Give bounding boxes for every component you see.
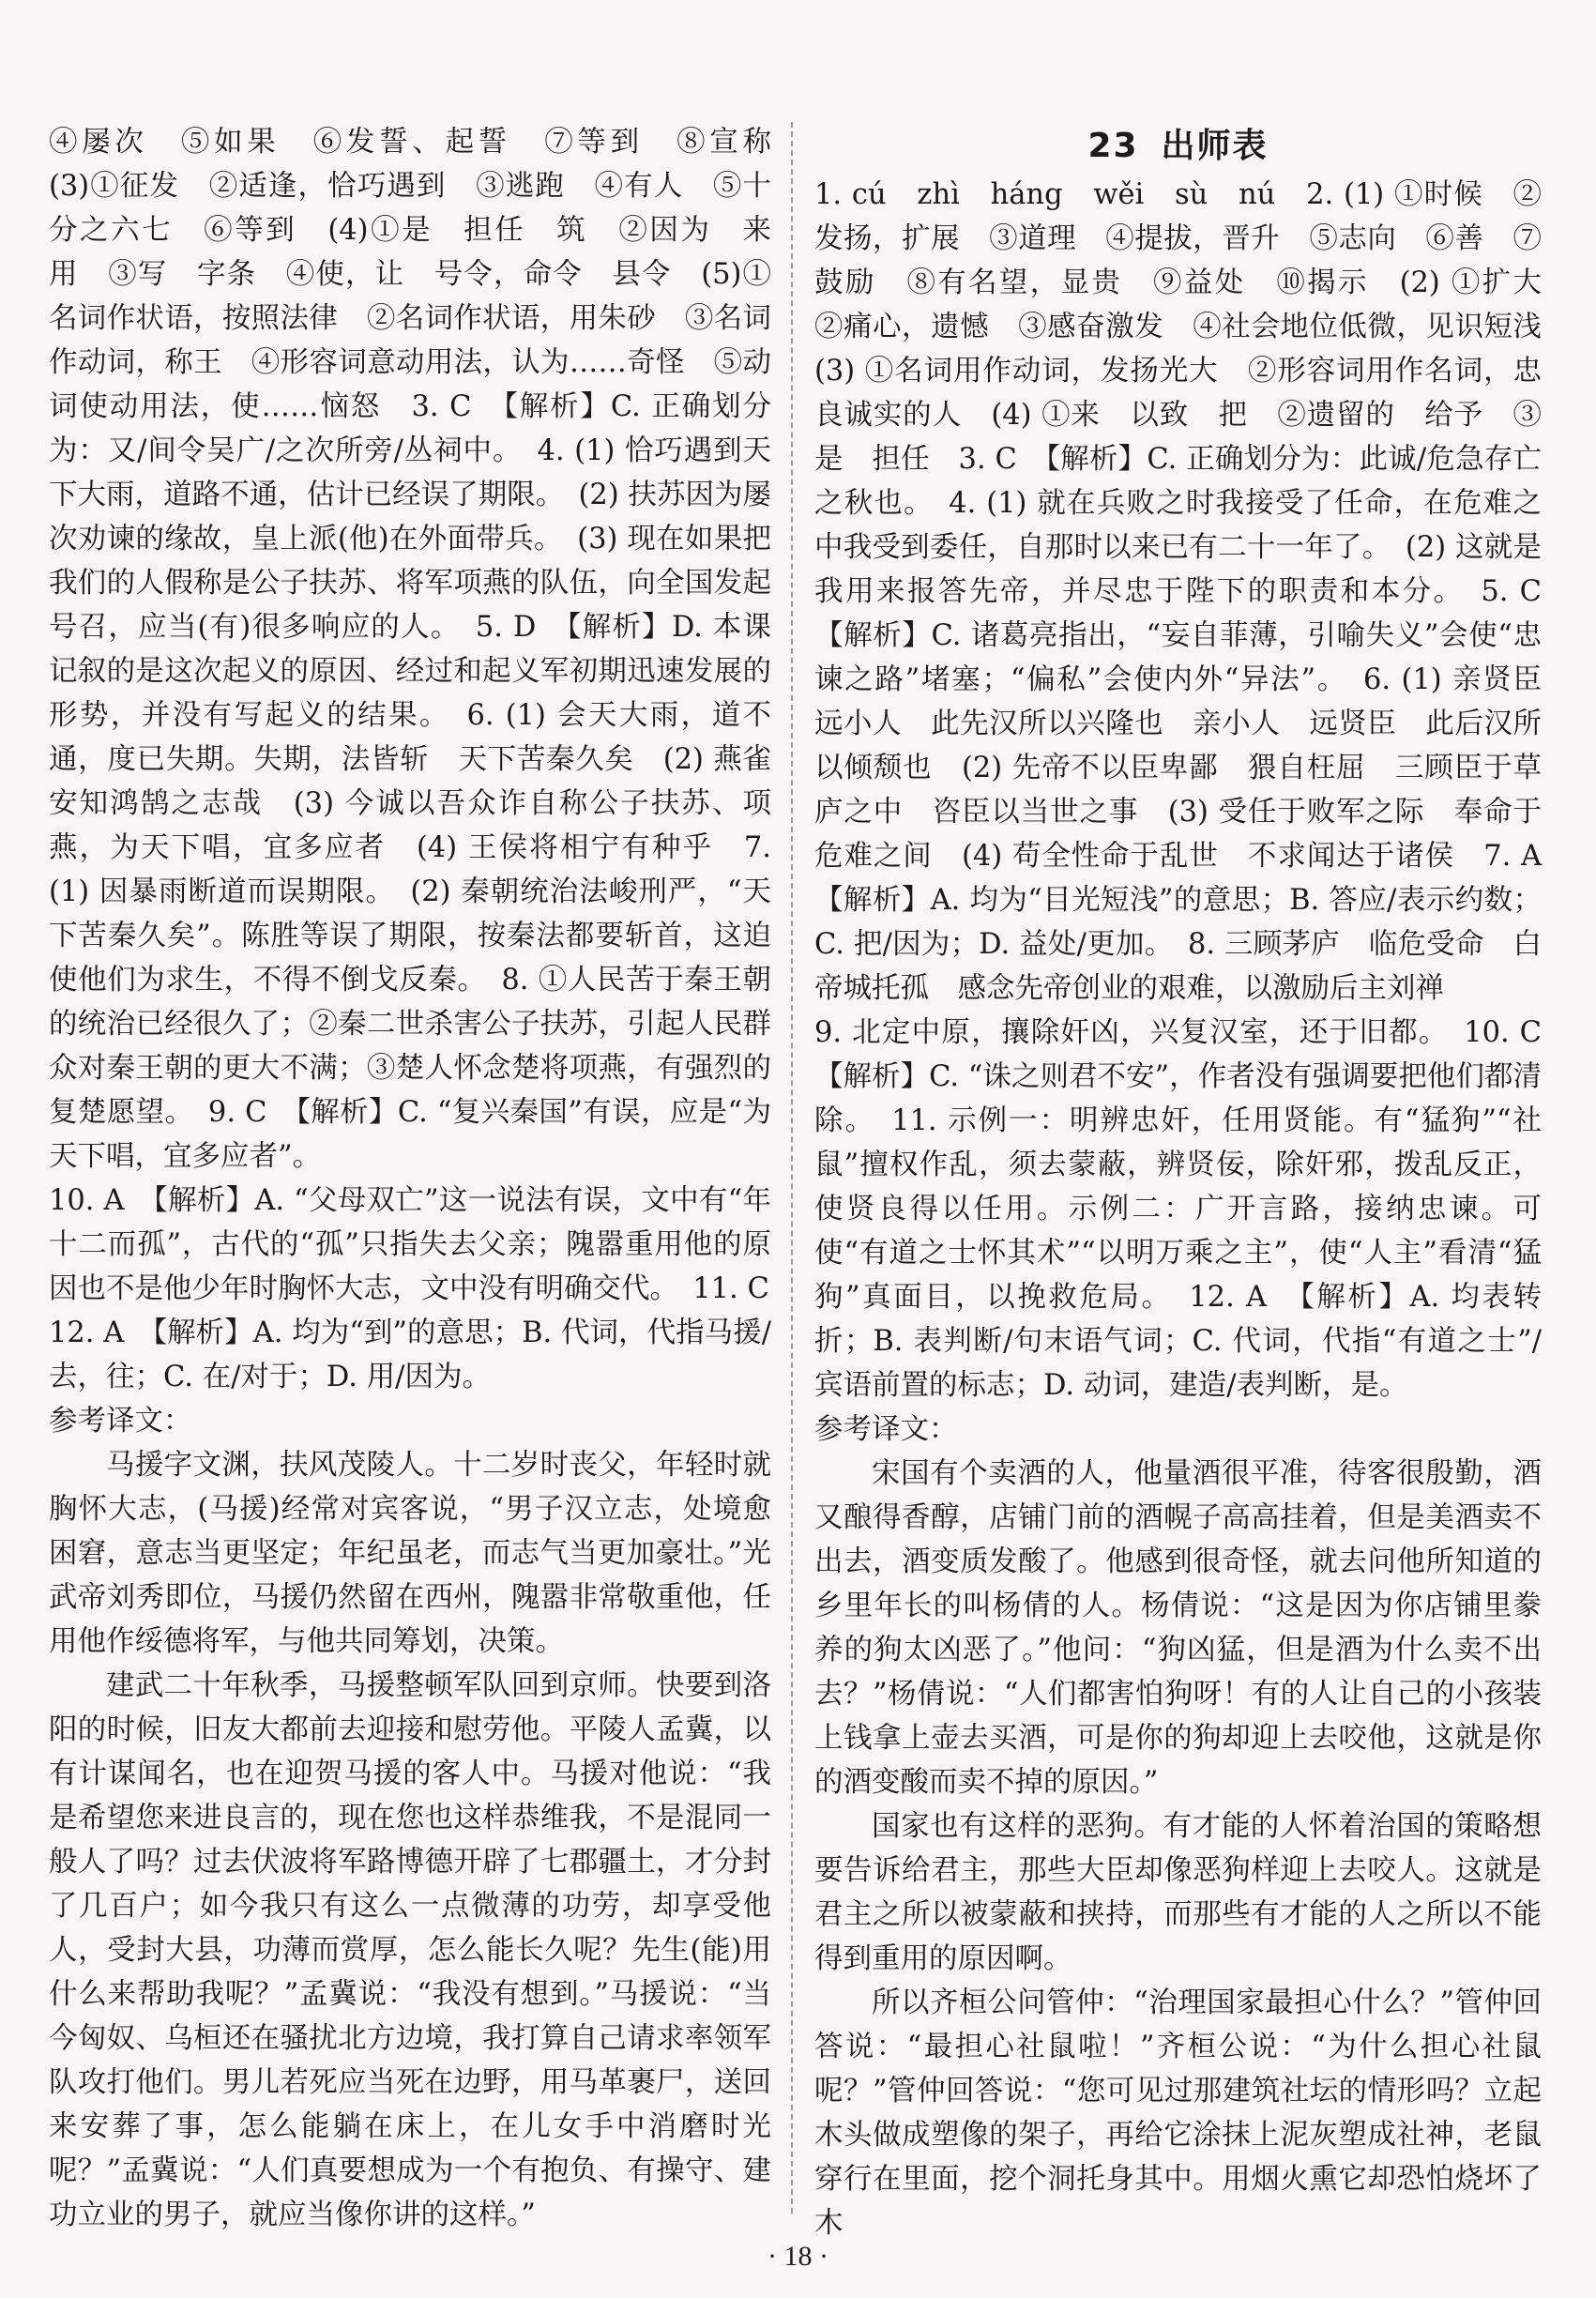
right-column <box>814 120 1571 2245</box>
column-divider <box>791 122 793 2214</box>
left-translation-paragraph-1: 马援字文渊，扶风茂陵人。十二岁时丧父，年轻时就胸怀大志，(马援)经常对宾客说，“男子汉立志，处境愈困窘，意志当更坚定；年纪虽老，而志气当更加豪壮。”光武帝刘秀即位，马援仍然留在西州，隗嚣非常敬重他，任用他作绥德将军，与他共同筹划，决策。 <box>49 1449 771 1658</box>
left-column <box>49 120 800 2237</box>
right-translation-paragraph-2: 国家也有这样的恶狗。有才能的人怀着治国的策略想要告诉给君主，那些大臣却像恶狗样迎上去咬人。这就是君主之所以被蒙蔽和挟持，而那些有才能的人之所以不能得到重用的原因啊。 <box>814 1810 1542 1975</box>
right-answers-block-2: 9. 北定中原，攘除奸凶，兴复汉室，还于旧都。 10. C 【解析】C. “诛之则君不安”，作者没有强调要把他们都清除。 11. 示例一：明辨忠奸，任用贤能。有“猛狗”“社鼠”擅权作乱，须去蒙蔽，辨贤佞，除奸邪，拨乱反正，使贤良得以任用。示例二：广开言路，接纳忠谏。可使“有道之士怀其术”“以明万乘之主”，使“人主”看清“猛狗”真面目，以挽救危局。 12. A 【解析】A. 均表转折；B. 表判断/句末语气词；C. 代词，代指“有道之士”/宾语前置的标志；D. 动词，建造/表判断，是。 <box>814 1016 1571 1402</box>
right-translation-paragraph-3: 所以齐桓公问管仲：“治理国家最担心什么？”管仲回答说：“最担心社鼠啦！”齐桓公说：“为什么担心社鼠呢？”管仲回答说：“您可见过那建筑社坛的情形吗？立起木头做成塑像的架子，再给它涂抹上泥灰塑成社神，老鼠穿行在里面，挖个洞托身其中。用烟火熏它却恐怕烧坏了木 <box>814 1986 1542 2240</box>
right-translation-heading: 参考译文： <box>814 1413 958 1446</box>
left-translation-heading: 参考译文： <box>49 1405 192 1438</box>
lesson-name: 出师表 <box>1161 127 1269 165</box>
left-translation-paragraph-2: 建武二十年秋季，马援整顿军队回到京师。快要到洛阳的时候，旧友大都前去迎接和慰劳他。平陵人孟冀，以有计谋闻名，也在迎贺马援的客人中。马援对他说：“我是希望您来进良言的，现在您也这样恭维我，不是混同一般人了吗？过去伏波将军路博德开辟了七郡疆土，才分封了几百户；如今我只有这么一点微薄的功劳，却享受他人，受封大县，功薄而赏厚，怎么能长久呢？先生(能)用什么来帮助我呢？”孟冀说：“我没有想到。”马援说：“当今匈奴、乌桓还在骚扰北方边境，我打算自己请求率领军队攻打他们。男儿若死应当死在边野，用马革裹尸，送回来安葬了事，怎么能躺在床上，在儿女手中消磨时光呢？”孟冀说：“人们真要想成为一个有抱负、有操守、建功立业的男子，就应当像你讲的这样。” <box>49 1669 771 2231</box>
right-answers-block: 1. cú zhì háng wěi sù nú 2. (1) ①时候 ②发扬，扩展 ③道理 ④提拔，晋升 ⑤志向 ⑥善 ⑦鼓励 ⑧有名望，显贵 ⑨益处 ⑩揭示 (2) ①扩大 ②痛心，遗憾 ③感奋激发 ④社会地位低微，见识短浅 (3) ①名词用作动词，发扬光大 ②形容词用作名词，忠良诚实的人 (4) ①来 以致 把 ②遗留的 给予 ③是 担任 3. C 【解析】C. 正确划分为：此诚/危急存亡之秋也。 4. (1) 就在兵败之时我接受了任命，在危难之中我受到委任，自那时以来已有二十一年了。 (2) 这就是我用来报答先帝，并尽忠于陛下的职责和本分。 5. C 【解析】C. 诸葛亮指出，“妄自菲薄，引喻失义”会使“忠谏之路”堵塞；“偏私”会使内外“异法”。 6. (1) 亲贤臣 远小人 此先汉所以兴隆也 亲小人 远贤臣 此后汉所以倾颓也 (2) 先帝不以臣卑鄙 猥自枉屈 三顾臣于草庐之中 咨臣以当世之事 (3) 受任于败军之际 奉命于危难之间 (4) 苟全性命于乱世 不求闻达于诸侯 7. A 【解析】A. 均为“目光短浅”的意思；B. 答应/表示约数；C. 把/因为；D. 益处/更加。 8. 三顾茅庐 临危受命 白帝城托孤 感念先帝创业的艰难，以激励后主刘禅 <box>814 178 1571 1005</box>
left-answer-12: 12. A 【解析】A. 均为“到”的意思；B. 代词，代指马援/去，往；C. 在/对于；D. 用/因为。 <box>49 1316 771 1393</box>
left-answers-block: ④屡次 ⑤如果 ⑥发誓、起誓 ⑦等到 ⑧宣称 (3)①征发 ②适逢，恰巧遇到 ③逃跑 ④有人 ⑤十分之六七 ⑥等到 (4)①是 担任 筑 ②因为 来 用 ③写 字条 ④使，让 号令，命令 县令 (5)①名词作状语，按照法律 ②名词作状语，用朱砂 ③名词作动词，称王 ④形容词意动用法，认为……奇怪 ⑤动词使动用法，使……恼怒 3. C 【解析】C. 正确划分为：又/间令吴广/之次所旁/丛祠中。 4. (1) 恰巧遇到天下大雨，道路不通，估计已经误了期限。 (2) 扶苏因为屡次劝谏的缘故，皇上派(他)在外面带兵。 (3) 现在如果把我们的人假称是公子扶苏、将军项燕的队伍，向全国发起号召，应当(有)很多响应的人。 5. D 【解析】D. 本课记叙的是这次起义的原因、经过和起义军初期迅速发展的形势，并没有写起义的结果。 6. (1) 会天大雨，道不通，度已失期。失期，法皆斩 天下苦秦久矣 (2) 燕雀安知鸿鹄之志哉 (3) 今诚以吾众诈自称公子扶苏、项燕，为天下唱，宜多应者 (4) 王侯将相宁有种乎 7. (1) 因暴雨断道而误期限。 (2) 秦朝统治法峻刑严，“天下苦秦久矣”。陈胜等误了期限，按秦法都要斩首，这迫使他们为求生，不得不倒戈反秦。 8. ①人民苦于秦王朝的统治已经很久了；②秦二世杀害公子扶苏，引起人民群众对秦王朝的更大不满；③楚人怀念楚将项燕，有强烈的复楚愿望。 9. C 【解析】C. “复兴秦国”有误，应是“为天下唱，宜多应者”。 <box>49 126 800 1173</box>
lesson-title <box>814 120 1542 173</box>
lesson-number: 23 <box>1087 127 1139 165</box>
page-number: · 18 · <box>768 2241 828 2272</box>
left-answer-10-11: 10. A 【解析】A. “父母双亡”这一说法有误，文中有“年十二而孤”，古代的“孤”只指失去父亲；隗嚣重用他的原因也不是他少年时胸怀大志，文中没有明确交代。 11. C <box>49 1184 771 1305</box>
right-translation-paragraph-1: 宋国有个卖酒的人，他量酒很平准，待客很殷勤，酒又酿得香醇，店铺门前的酒幌子高高挂着，但是美酒卖不出去，酒变质发酸了。他感到很奇怪，就去问他所知道的乡里年长的叫杨倩的人。杨倩说：“这是因为你店铺里豢养的狗太凶恶了。”他问：“狗凶猛，但是酒为什么卖不出去？”杨倩说：“人们都害怕狗呀！有的人让自己的小孩装上钱拿上壶去买酒，可是你的狗却迎上去咬他，这就是你的酒变酸而卖不掉的原因。” <box>814 1457 1542 1799</box>
